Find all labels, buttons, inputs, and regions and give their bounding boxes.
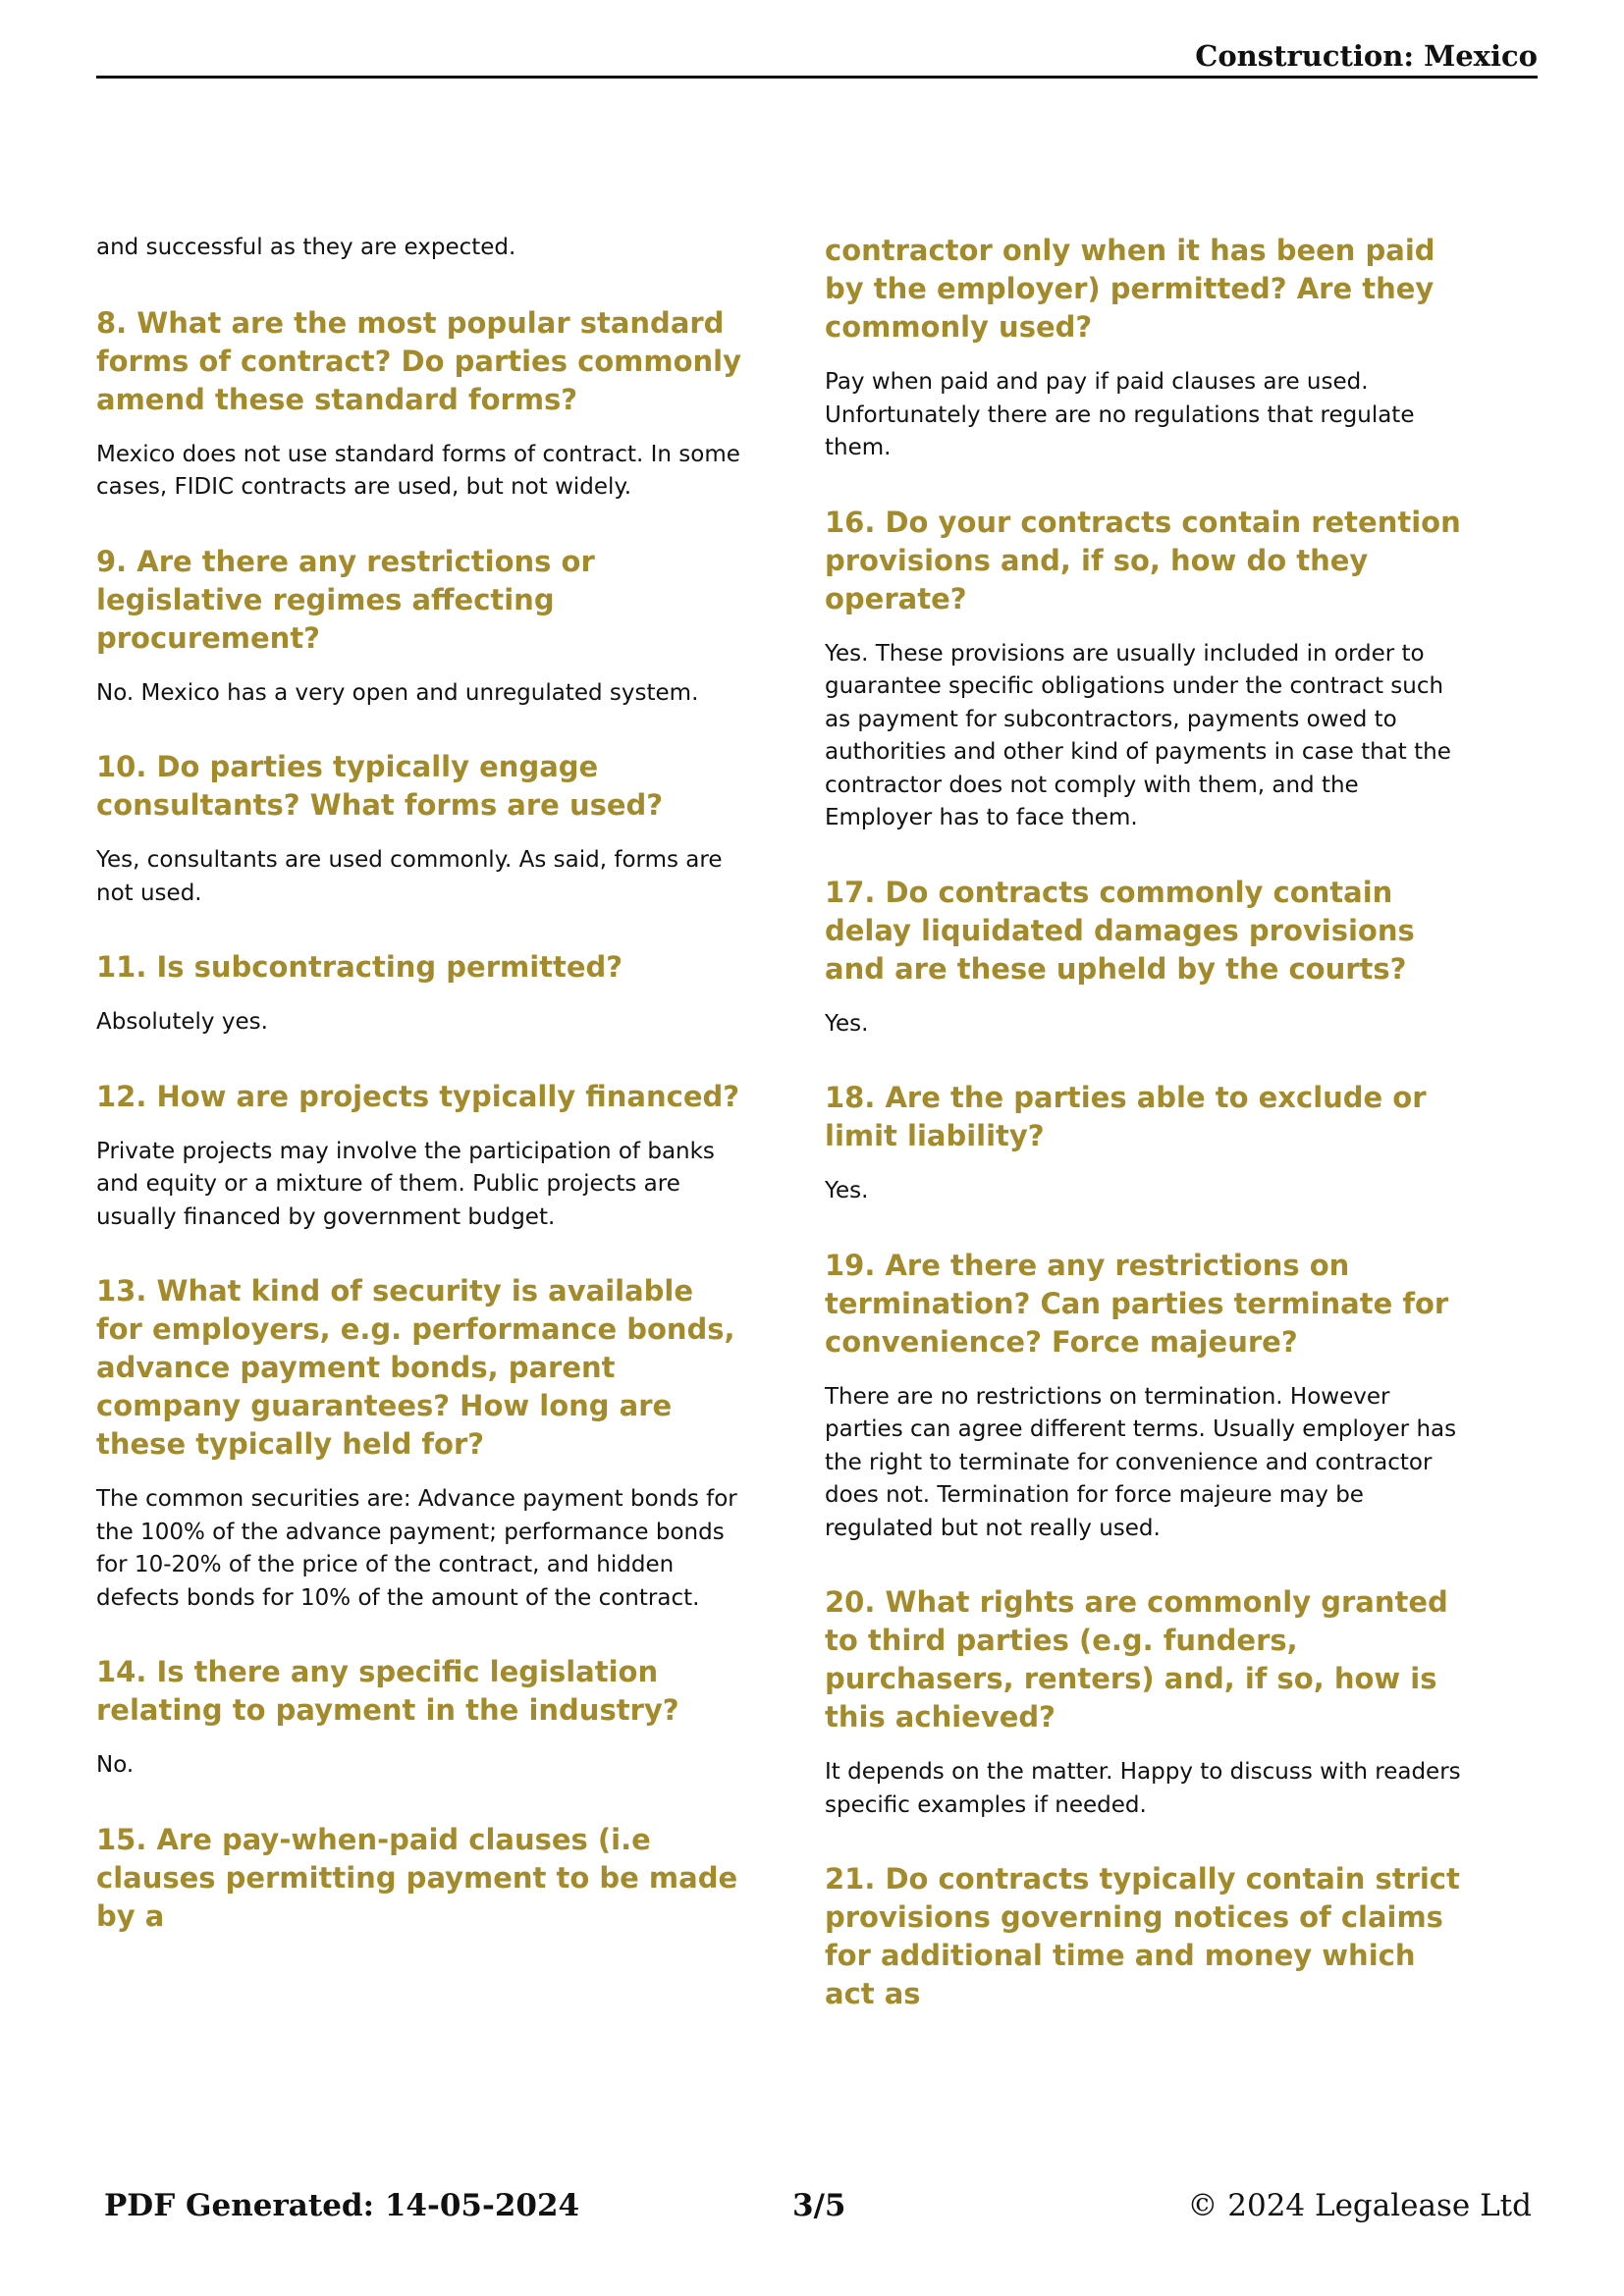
answer-12: Private projects may involve the participation of banks and equity or a mixture of them. Public projects are usually financed by government budget. (96, 1138, 715, 1230)
page-header-title: Construction: Mexico (1195, 39, 1538, 73)
answer-17: Yes. (825, 1010, 869, 1037)
left-column (96, 232, 744, 1936)
question-10: 10. Do parties typically engage consultants? What forms are used? (96, 750, 664, 822)
footer-page-number: 3/5 (792, 2188, 846, 2223)
answer-10: Yes, consultants are used commonly. As said, forms are not used. (96, 847, 723, 906)
question-20: 20. What rights are commonly granted to third parties (e.g. funders, purchasers, renters) and, if so, how is this achieved? (825, 1585, 1448, 1734)
answer-19: There are no restrictions on termination. However parties can agree different terms. Usually employer has the right to terminate for convenience and contractor does not. Termination for force majeure may be regulated but not really used. (825, 1383, 1457, 1541)
question-9: 9. Are there any restrictions or legislative regimes affecting procurement? (96, 544, 595, 655)
answer-14: No. (96, 1752, 135, 1778)
answer-9: No. Mexico has a very open and unregulated system. (96, 679, 699, 706)
answer-13: The common securities are: Advance payment bonds for the 100% of the advance payment; performance bonds for 10-20% of the price of the contract, and hidden defects bonds for 10% of the amount of the contract. (96, 1486, 737, 1611)
answer-15: Pay when paid and pay if paid clauses are used. Unfortunately there are no regulations that regulate them. (825, 369, 1415, 460)
question-17: 17. Do contracts commonly contain delay liquidated damages provisions and are these upheld by the courts? (825, 875, 1415, 986)
footer-generated-date: PDF Generated: 14-05-2024 (104, 2188, 580, 2223)
header-divider (96, 76, 1538, 79)
question-15: 15. Are pay-when-paid clauses (i.e clauses permitting payment to be made by a (96, 1822, 738, 1933)
question-16: 16. Do your contracts contain retention provisions and, if so, how do they operate? (825, 505, 1461, 615)
question-13: 13. What kind of security is available for employers, e.g. performance bonds, advance payment bonds, parent company guarantees? How long are these typically held for? (96, 1274, 735, 1461)
answer-18: Yes. (825, 1178, 869, 1203)
question-19: 19. Are there any restrictions on termination? Can parties terminate for convenience? Force majeure? (825, 1248, 1449, 1359)
question-11: 11. Is subcontracting permitted? (96, 950, 623, 984)
answer-20: It depends on the matter. Happy to discuss with readers specific examples if needed. (825, 1759, 1461, 1818)
question-8: 8. What are the most popular standard forms of contract? Do parties commonly amend these standard forms? (96, 305, 742, 416)
footer-copyright: © 2024 Legalease Ltd (1187, 2188, 1532, 2223)
continued-answer: and successful as they are expected. (96, 235, 516, 260)
question-18: 18. Are the parties able to exclude or limit liability? (825, 1081, 1427, 1152)
question-12: 12. How are projects typically financed? (96, 1079, 740, 1113)
question-15-continued: contractor only when it has been paid by the employer) permitted? Are they commonly used? (825, 234, 1435, 344)
answer-11: Absolutely yes. (96, 1009, 268, 1035)
question-21: 21. Do contracts typically contain strict provisions governing notices of claims for additional time and money which act as (825, 1862, 1460, 2010)
question-14: 14. Is there any specific legislation relating to payment in the industry? (96, 1655, 679, 1727)
right-column (825, 232, 1473, 2013)
answer-8: Mexico does not use standard forms of contract. In some cases, FIDIC contracts are used, but not widely. (96, 441, 740, 500)
answer-16: Yes. These provisions are usually included in order to guarantee specific obligations under the contract such as payment for subcontractors, payments owed to authorities and other kind of payments in case that the contractor does not comply with them, and the Employer has to face them. (825, 640, 1451, 830)
